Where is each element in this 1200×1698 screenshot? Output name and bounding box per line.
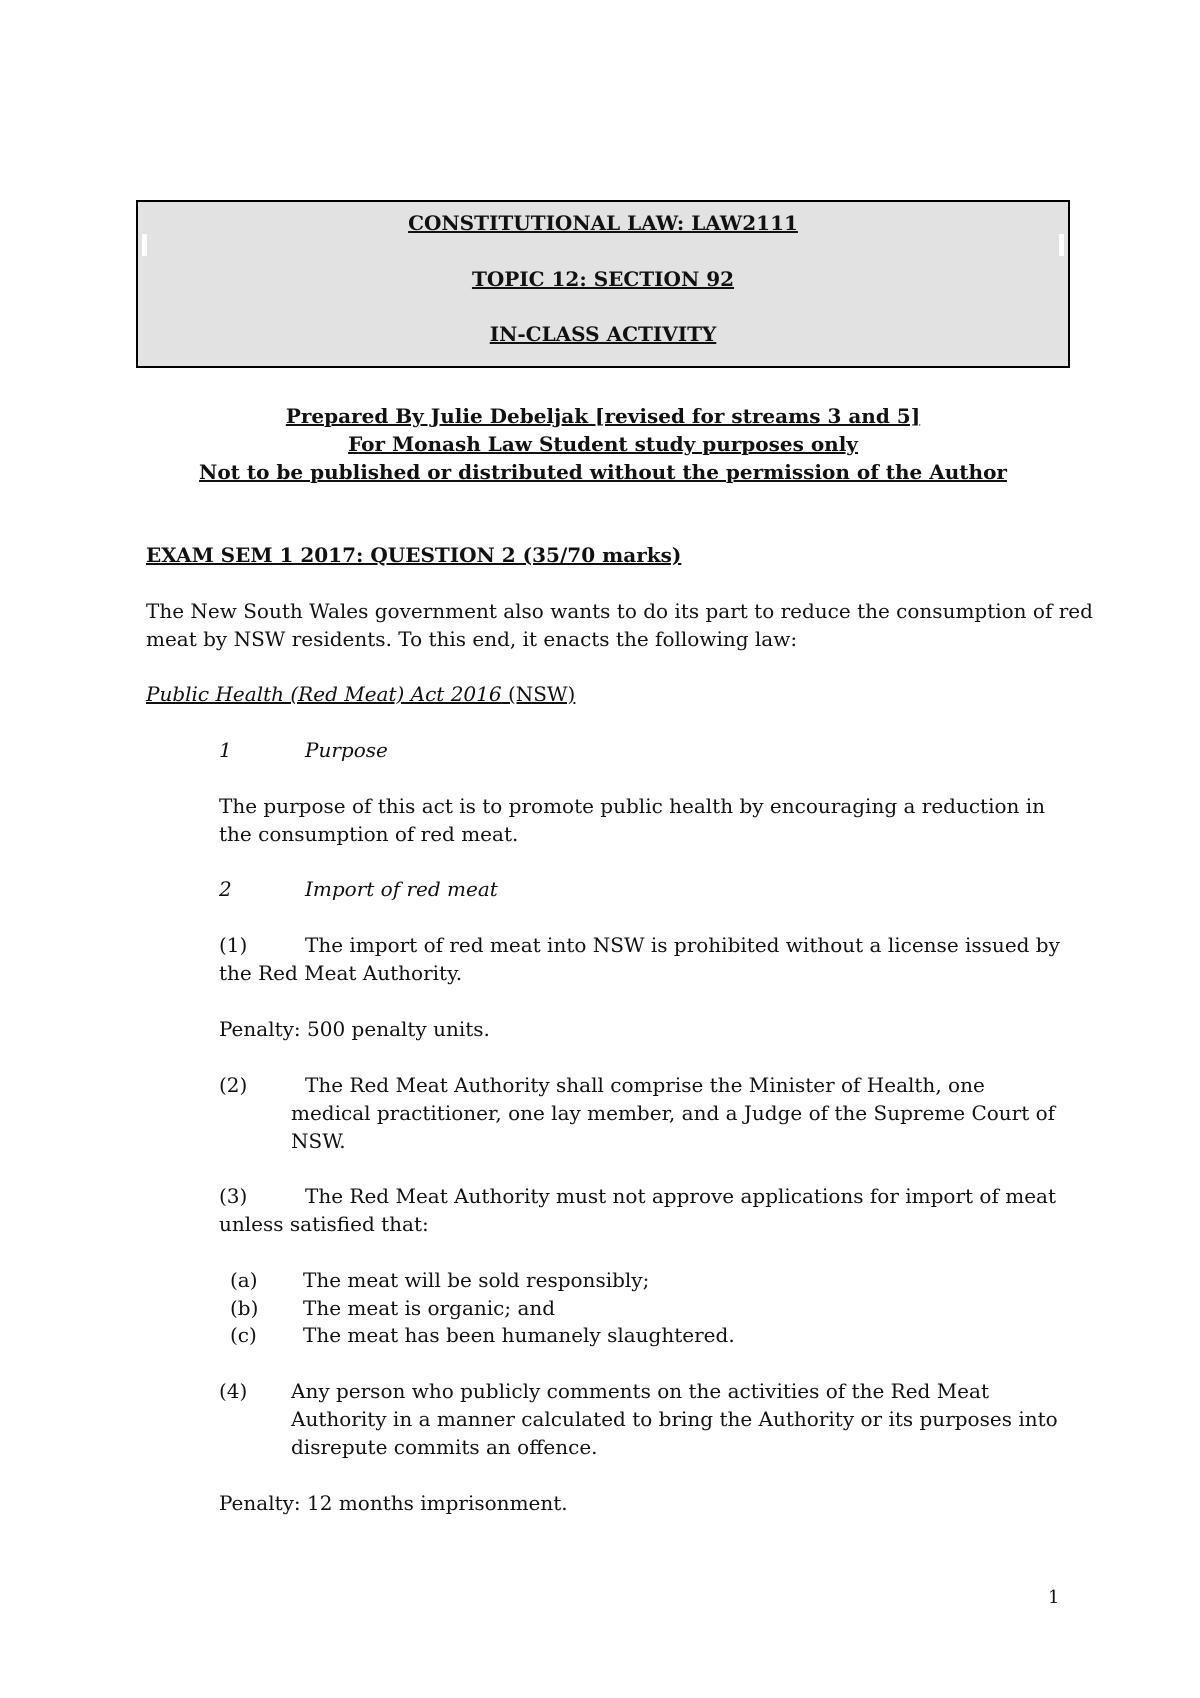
section-1-text-line-1: The purpose of this act is to promote public health by encouraging a reduction in xyxy=(219,794,1046,818)
intro-line-2: meat by NSW residents. To this end, it enacts the following law: xyxy=(146,627,798,651)
act-jurisdiction: (NSW) xyxy=(501,682,576,706)
condition-c-text: The meat has been humanely slaughtered. xyxy=(303,1323,735,1347)
box-edge-mark-right xyxy=(1059,234,1064,256)
section-2-number: 2 xyxy=(219,877,232,901)
penalty-1: Penalty: 500 penalty units. xyxy=(219,1017,490,1041)
question-heading: EXAM SEM 1 2017: QUESTION 2 (35/70 marks) xyxy=(146,543,682,567)
subsection-4-line-3: disrepute commits an offence. xyxy=(291,1435,598,1459)
condition-a-text: The meat will be sold responsibly; xyxy=(303,1268,650,1292)
topic-title: TOPIC 12: SECTION 92 xyxy=(471,267,735,291)
course-title: CONSTITUTIONAL LAW: LAW2111 xyxy=(408,211,798,235)
subsection-2-number: (2) xyxy=(219,1073,248,1097)
subsection-2-line-3: NSW. xyxy=(291,1129,346,1153)
section-1-title: Purpose xyxy=(305,738,388,762)
study-purpose-line: For Monash Law Student study purposes only xyxy=(348,432,858,456)
subsection-4-line-1: Any person who publicly comments on the activities of the Red Meat xyxy=(291,1379,989,1403)
subsection-4-line-2: Authority in a manner calculated to bring the Authority or its purposes into xyxy=(291,1407,1058,1431)
condition-a-label: (a) xyxy=(230,1268,258,1292)
subsection-3-line-2: unless satisfied that: xyxy=(219,1212,429,1236)
subsection-3-line-1: The Red Meat Authority must not approve applications for import of meat xyxy=(305,1184,1056,1208)
intro-line-1: The New South Wales government also wants to do its part to reduce the consumption of red xyxy=(146,599,1093,623)
subsection-4-number: (4) xyxy=(219,1379,248,1403)
page-number: 1 xyxy=(1048,1587,1060,1608)
preparer-line: Prepared By Julie Debeljak [revised for streams 3 and 5] xyxy=(285,404,921,428)
condition-c-label: (c) xyxy=(230,1323,257,1347)
activity-title: IN-CLASS ACTIVITY xyxy=(489,322,717,346)
condition-b-text: The meat is organic; and xyxy=(303,1296,556,1320)
act-title: Public Health (Red Meat) Act 2016 xyxy=(146,682,502,706)
section-2-title: Import of red meat xyxy=(305,877,498,901)
subsection-1-number: (1) xyxy=(219,933,248,957)
permission-line: Not to be published or distributed without the permission of the Author xyxy=(199,460,1007,484)
subsection-2-line-1: The Red Meat Authority shall comprise the Minister of Health, one xyxy=(305,1073,985,1097)
act-citation xyxy=(146,680,575,708)
title-box xyxy=(136,200,1070,368)
condition-b-label: (b) xyxy=(230,1296,259,1320)
section-1-text-line-2: the consumption of red meat. xyxy=(219,822,519,846)
subsection-1-line-2: the Red Meat Authority. xyxy=(219,961,463,985)
section-1-number: 1 xyxy=(219,738,232,762)
subsection-2-line-2: medical practitioner, one lay member, and a Judge of the Supreme Court of xyxy=(291,1101,1056,1125)
box-edge-mark-left xyxy=(142,234,147,256)
subsection-1-line-1: The import of red meat into NSW is prohibited without a license issued by xyxy=(305,933,1060,957)
penalty-2: Penalty: 12 months imprisonment. xyxy=(219,1491,568,1515)
subsection-3-number: (3) xyxy=(219,1184,248,1208)
